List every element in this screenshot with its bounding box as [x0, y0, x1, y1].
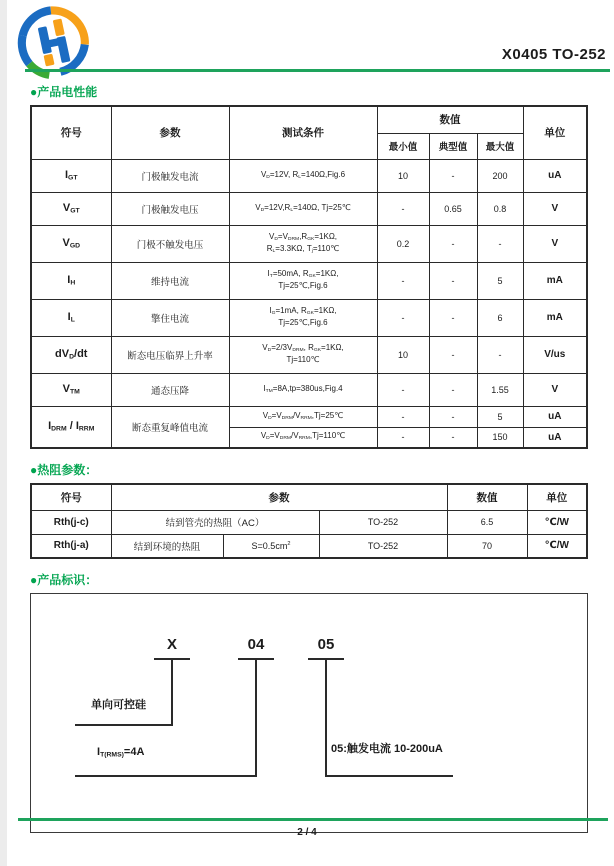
cell-parameter: 门极触发电压 — [111, 192, 229, 225]
table-row-il — [31, 299, 587, 336]
marking-label-current: $I_{T(RMS)}=4A$ — [97, 746, 145, 759]
cell-min: - — [377, 427, 429, 448]
cell-min: - — [377, 262, 429, 299]
table-row-rthjc — [31, 510, 587, 534]
col-header-parameter: 参数 — [111, 484, 447, 510]
table-row-ih — [31, 262, 587, 299]
cell-max: 150 — [477, 427, 523, 448]
cell-parameter: 结到管壳的热阻（AC） — [111, 510, 319, 534]
table-row-idrm-a — [31, 406, 587, 427]
cell-condition: $S=0.5cm^2$ — [223, 534, 319, 558]
cell-min: 0.2 — [377, 225, 429, 262]
cell-max: - — [477, 225, 523, 262]
header-rule — [25, 69, 610, 72]
cell-unit: ℃/W — [527, 534, 587, 558]
cell-unit: ℃/W — [527, 510, 587, 534]
cell-condition: $V_D=12V,R_L=140\Omega$, Tj=25℃ — [229, 192, 377, 225]
cell-max: 0.8 — [477, 192, 523, 225]
cell-parameter: 断态电压临界上升率 — [111, 336, 229, 373]
page-number: 2 / 4 — [297, 827, 317, 838]
col-header-typ: 典型值 — [429, 133, 477, 159]
col-header-value-group: 数值 — [377, 106, 523, 133]
cell-parameter: 结到环境的热阻 — [111, 534, 223, 558]
cell-value: 70 — [447, 534, 527, 558]
electrical-table — [30, 105, 588, 449]
cell-typ: - — [429, 225, 477, 262]
cell-package: TO-252 — [319, 510, 447, 534]
cell-condition: $I_{TM}=8A,tp=380us,Fig.4$ — [229, 373, 377, 406]
section-title-marking: ●产品标识： — [30, 573, 98, 587]
cell-max: 200 — [477, 159, 523, 192]
cell-typ: - — [429, 262, 477, 299]
thermal-header-row — [31, 484, 587, 510]
elec-header-row — [31, 106, 587, 133]
cell-typ: - — [429, 373, 477, 406]
cell-symbol: $I_{DRM} / I_{RRM}$ — [31, 406, 111, 448]
thermal-table — [30, 483, 588, 559]
marking-diagram — [30, 593, 588, 833]
col-header-max: 最大值 — [477, 133, 523, 159]
cell-symbol: $V_{GT}$ — [31, 192, 111, 225]
section-title-thermal: ●热阻参数： — [30, 463, 98, 477]
leader-horizontal-trigger — [325, 775, 453, 777]
col-header-symbol: 符号 — [31, 484, 111, 510]
marking-label-trigger: 05:触发电流 10-200uA — [331, 743, 443, 755]
cell-condition: $V_D=V_{DRM}/V_{RRM},Tj=25℃$ — [229, 406, 377, 427]
cell-parameter: 通态压降 — [111, 373, 229, 406]
cell-parameter: 断态重复峰值电流 — [111, 406, 229, 448]
cell-parameter: 擎住电流 — [111, 299, 229, 336]
cell-typ: - — [429, 406, 477, 427]
cell-max: 5 — [477, 262, 523, 299]
table-row-vtm — [31, 373, 587, 406]
marking-code-04: 04 — [247, 636, 265, 653]
col-header-unit: 单位 — [523, 106, 587, 159]
cell-min: - — [377, 406, 429, 427]
footer-rule — [18, 818, 608, 821]
cell-unit: mA — [523, 299, 587, 336]
cell-condition: $I_G=1mA$, $R_{GK}=1K\Omega$, Tj=25℃,Fig.6 — [229, 299, 377, 336]
cell-typ: - — [429, 299, 477, 336]
cell-condition: $V_D=2/3V_{DRM}$, $R_{GK}=1K\Omega$, Tj=110℃ — [229, 336, 377, 373]
cell-condition: $V_D=V_{DRM},R_{GK}=1K\Omega$, $R_L=3.3K\Omega$, $T_j=110℃$ — [229, 225, 377, 262]
cell-value: 6.5 — [447, 510, 527, 534]
cell-typ: - — [429, 427, 477, 448]
cell-symbol: $V_{GD}$ — [31, 225, 111, 262]
cell-unit: uA — [523, 159, 587, 192]
col-header-parameter: 参数 — [111, 106, 229, 159]
leader-vertical-x — [171, 658, 173, 726]
page-title: X0405 TO-252 — [501, 46, 606, 63]
table-row-igt — [31, 159, 587, 192]
cell-symbol: Rth(j-a) — [31, 534, 111, 558]
col-header-symbol: 符号 — [31, 106, 111, 159]
cell-parameter: 维持电流 — [111, 262, 229, 299]
col-header-min: 最小值 — [377, 133, 429, 159]
cell-typ: - — [429, 159, 477, 192]
table-row-vgt — [31, 192, 587, 225]
table-row-rthja — [31, 534, 587, 558]
col-header-value: 数值 — [447, 484, 527, 510]
cell-min: - — [377, 192, 429, 225]
cell-parameter: 门极不触发电压 — [111, 225, 229, 262]
cell-max: 5 — [477, 406, 523, 427]
cell-condition: $V_D=12V$, $R_L=140\Omega,Fig.6$ — [229, 159, 377, 192]
leader-vertical-05 — [325, 658, 327, 777]
cell-symbol: $I_{GT}$ — [31, 159, 111, 192]
cell-parameter: 门极触发电流 — [111, 159, 229, 192]
cell-unit: V — [523, 225, 587, 262]
marking-label-type: 单向可控硅 — [91, 699, 146, 711]
cell-unit: V — [523, 373, 587, 406]
cell-condition: $I_T=50mA$, $R_{GK}=1K\Omega$, Tj=25℃,Fig.6 — [229, 262, 377, 299]
cell-symbol: $V_{TM}$ — [31, 373, 111, 406]
col-header-unit: 单位 — [527, 484, 587, 510]
marking-code-x: X — [166, 636, 177, 653]
table-row-vgd — [31, 225, 587, 262]
cell-symbol: $dV_D/dt$ — [31, 336, 111, 373]
cell-unit: V/us — [523, 336, 587, 373]
cell-symbol: $I_H$ — [31, 262, 111, 299]
cell-unit: uA — [523, 406, 587, 427]
cell-unit: V — [523, 192, 587, 225]
cell-min: 10 — [377, 159, 429, 192]
leader-horizontal-type — [75, 724, 173, 726]
col-header-condition: 测试条件 — [229, 106, 377, 159]
cell-unit: uA — [523, 427, 587, 448]
cell-max: - — [477, 336, 523, 373]
cell-min: - — [377, 299, 429, 336]
cell-symbol: $I_L$ — [31, 299, 111, 336]
marking-code-05: 05 — [317, 636, 335, 653]
cell-package: TO-252 — [319, 534, 447, 558]
leader-horizontal-current — [75, 775, 257, 777]
leader-vertical-04 — [255, 658, 257, 777]
cell-typ: 0.65 — [429, 192, 477, 225]
section-title-electrical: ●产品电性能 — [30, 85, 98, 99]
cell-min: 10 — [377, 336, 429, 373]
cell-unit: mA — [523, 262, 587, 299]
cell-max: 6 — [477, 299, 523, 336]
cell-min: - — [377, 373, 429, 406]
cell-symbol: Rth(j-c) — [31, 510, 111, 534]
cell-typ: - — [429, 336, 477, 373]
table-row-dvdt — [31, 336, 587, 373]
scan-edge — [0, 0, 7, 866]
cell-max: 1.55 — [477, 373, 523, 406]
cell-condition: $V_D=V_{DRM}/V_{RRM},Tj=110℃$ — [229, 427, 377, 448]
